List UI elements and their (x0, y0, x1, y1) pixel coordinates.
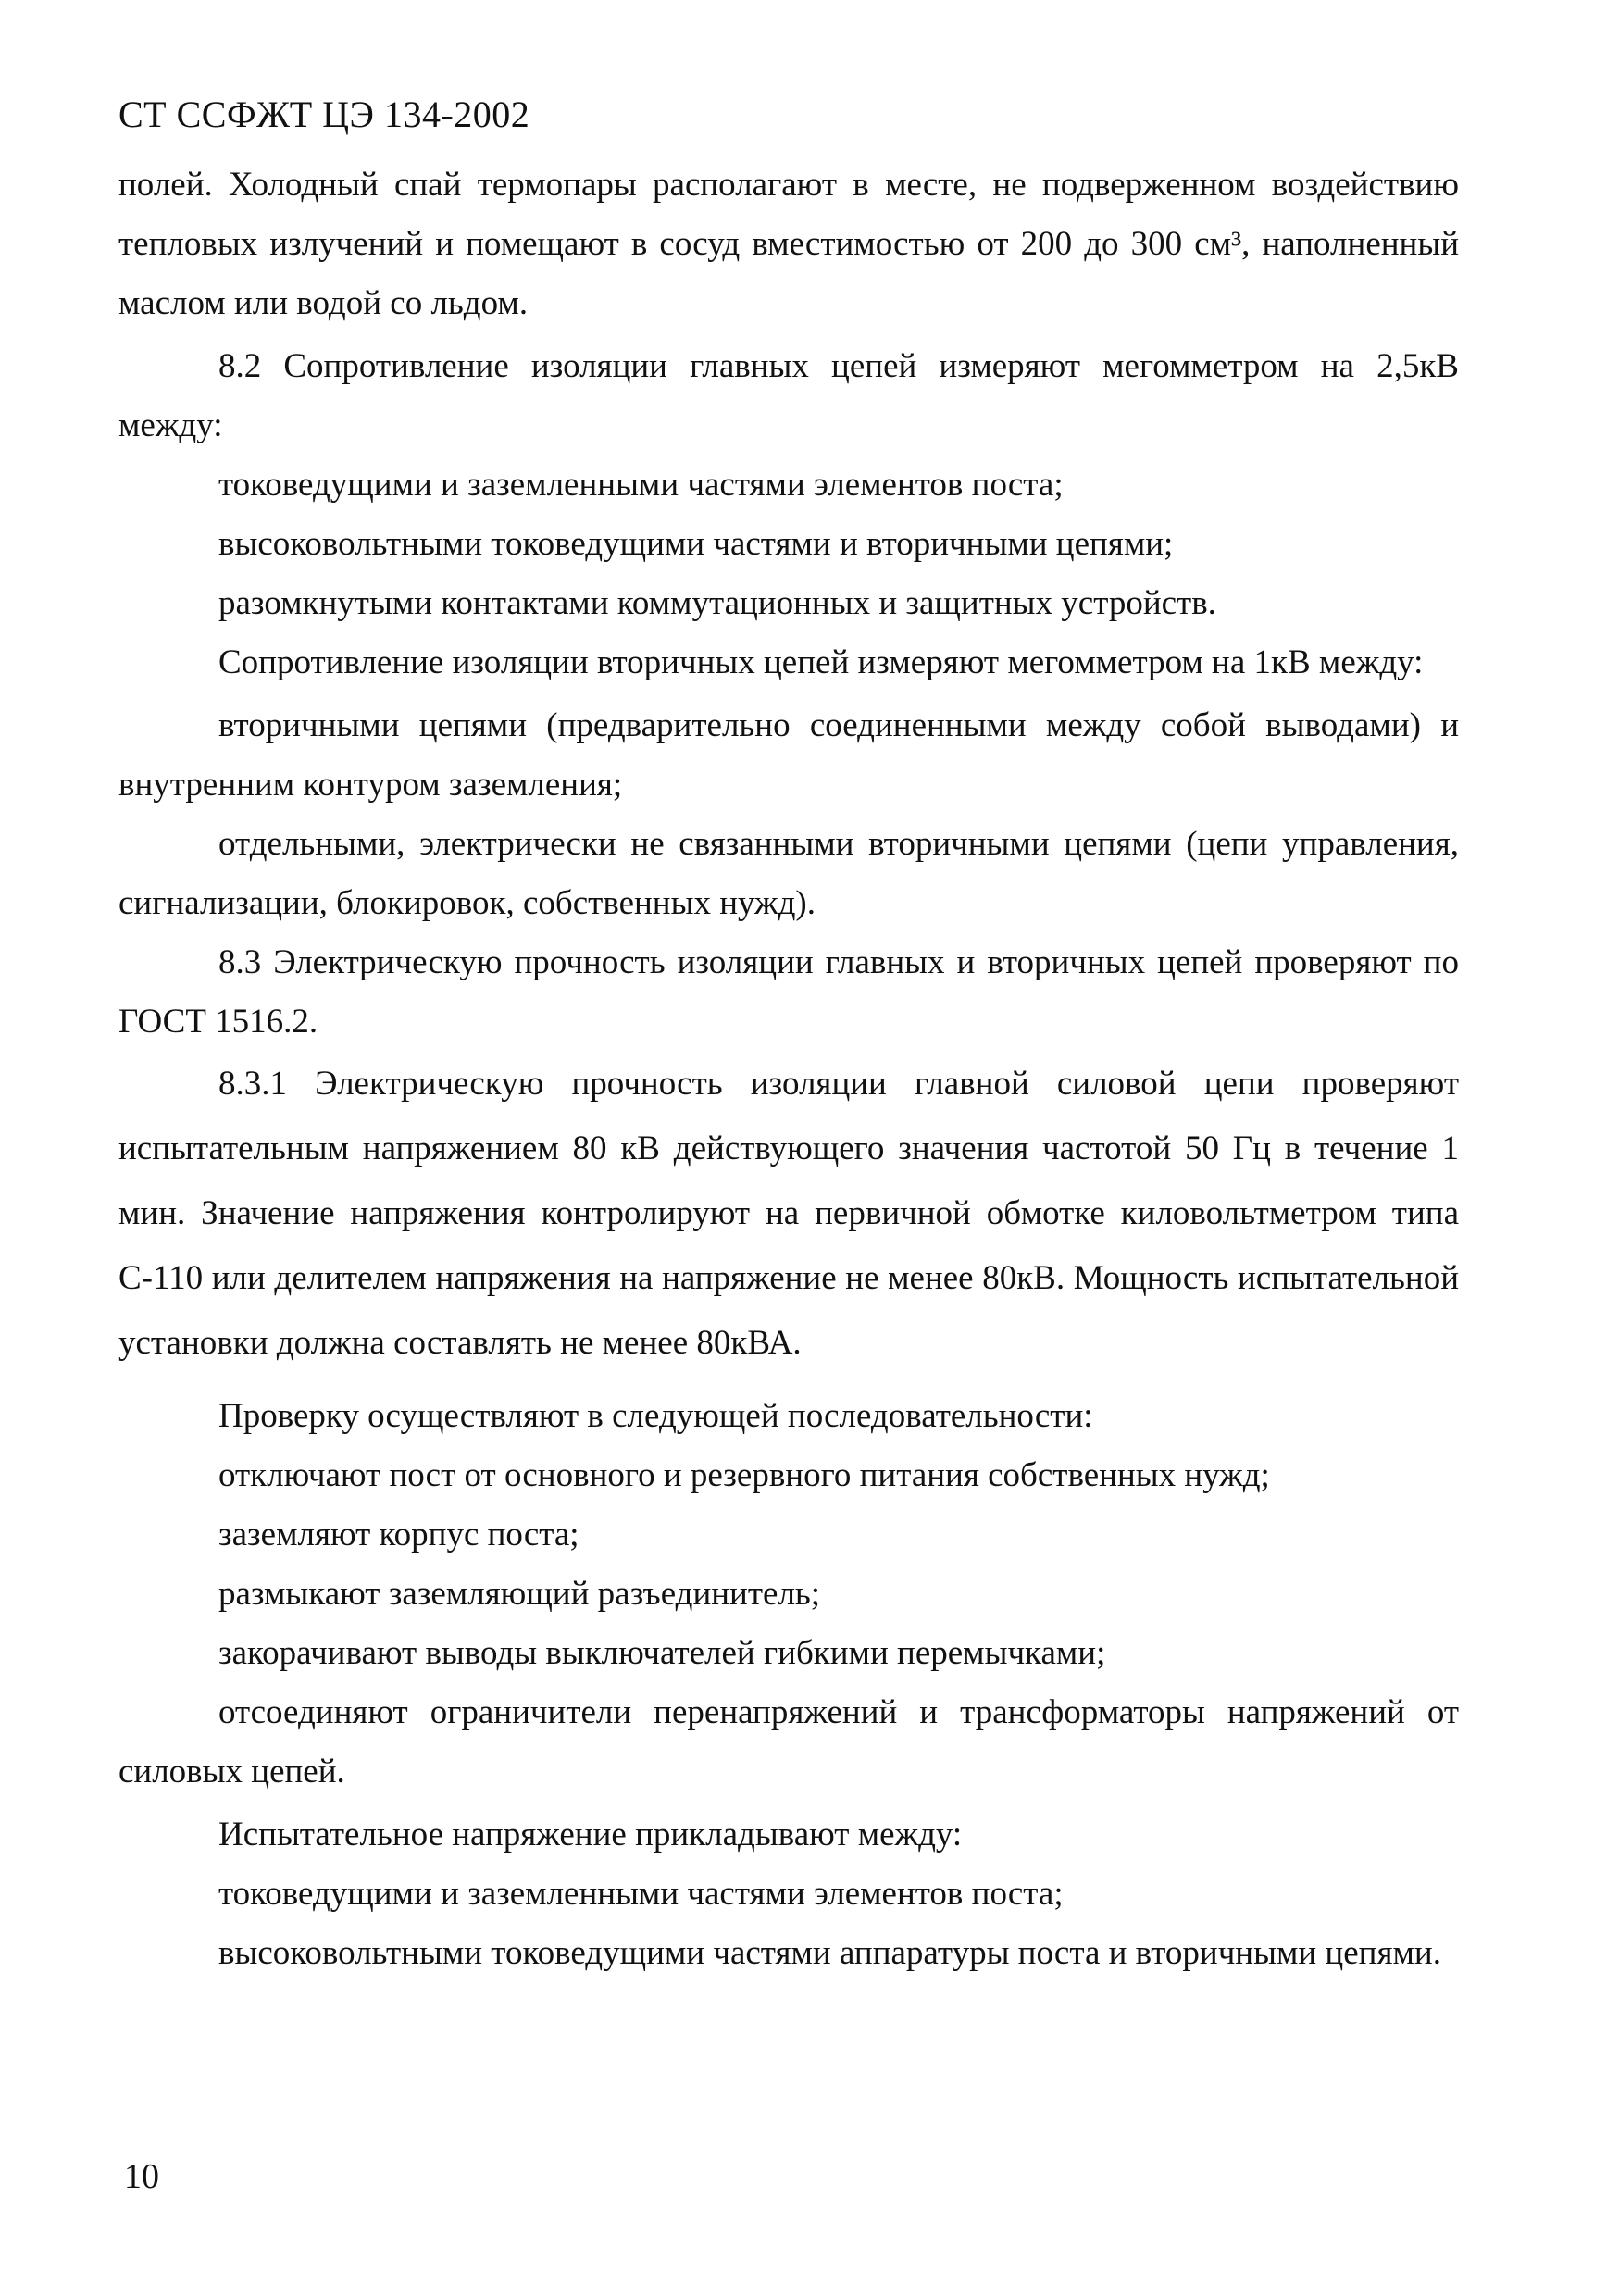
page-number: 10 (124, 2157, 159, 2196)
list-item: отсоединяют ограничители перенапряжений и трансформаторы напряжений от силовых цепей. (118, 1693, 1459, 1791)
paragraph-test-voltage: Испытательное напряжение прикладывают между: (218, 1816, 963, 1853)
list-item: токоведущими и заземленными частями элементов поста; (218, 466, 1064, 504)
paragraph-8-3-1: 8.3.1 Электрическую прочность изоляции главной силовой цепи проверяют испытательным напряжением 80 кВ действующего значения частотой 50 Гц в течение 1 мин. Значение напряжения контролируют на первичной обмотке киловольтметром типа С-110 или делителем напряжения на напряжение не менее 80кВ. Мощность испытательной установки должна составлять не менее 80кВА. (118, 1065, 1459, 1362)
paragraph-8-3: 8.3 Электрическую прочность изоляции главных и вторичных цепей проверяют по ГОСТ 1516.2. (118, 943, 1459, 1041)
paragraph-thermocouple-placement: полей. Холодный спай термопары располагают в месте, не подверженном воздействию тепловых излучений и помещают в сосуд вместимостью от 200 до 300 см³, наполненный маслом или водой со льдом. (118, 166, 1459, 322)
paragraph-secondary-insulation: Сопротивление изоляции вторичных цепей измеряют мегомметром на 1кВ между: (218, 643, 1424, 681)
paragraph-8-2: 8.2 Сопротивление изоляции главных цепей измеряют мегомметром на 2,5кВ между: (118, 347, 1459, 444)
document-body (118, 156, 1459, 1983)
list-item: отключают пост от основного и резервного питания собственных нужд; (218, 1456, 1270, 1494)
list-item: отдельными, электрически не связанными вторичными цепями (цепи управления, сигнализации, блокировок, собственных нужд). (118, 825, 1459, 922)
list-item: высоковольтными токоведущими частями и вторичными цепями; (218, 525, 1174, 563)
list-item: заземляют корпус поста; (218, 1516, 579, 1554)
list-item: закорачивают выводы выключателей гибкими перемычками; (218, 1634, 1106, 1672)
list-item: размыкают заземляющий разъединитель; (218, 1575, 821, 1613)
list-item: вторичными цепями (предварительно соединенными между собой выводами) и внутренним контуром заземления; (118, 706, 1459, 804)
document-header-code: СТ ССФЖТ ЦЭ 134-2002 (118, 94, 530, 135)
list-item: высоковольтными токоведущими частями аппаратуры поста и вторичными цепями. (218, 1934, 1441, 1972)
list-item: токоведущими и заземленными частями элементов поста; (218, 1875, 1064, 1913)
list-item: разомкнутыми контактами коммутационных и защитных устройств. (218, 584, 1216, 622)
paragraph-check-sequence: Проверку осуществляют в следующей последовательности: (218, 1397, 1093, 1435)
